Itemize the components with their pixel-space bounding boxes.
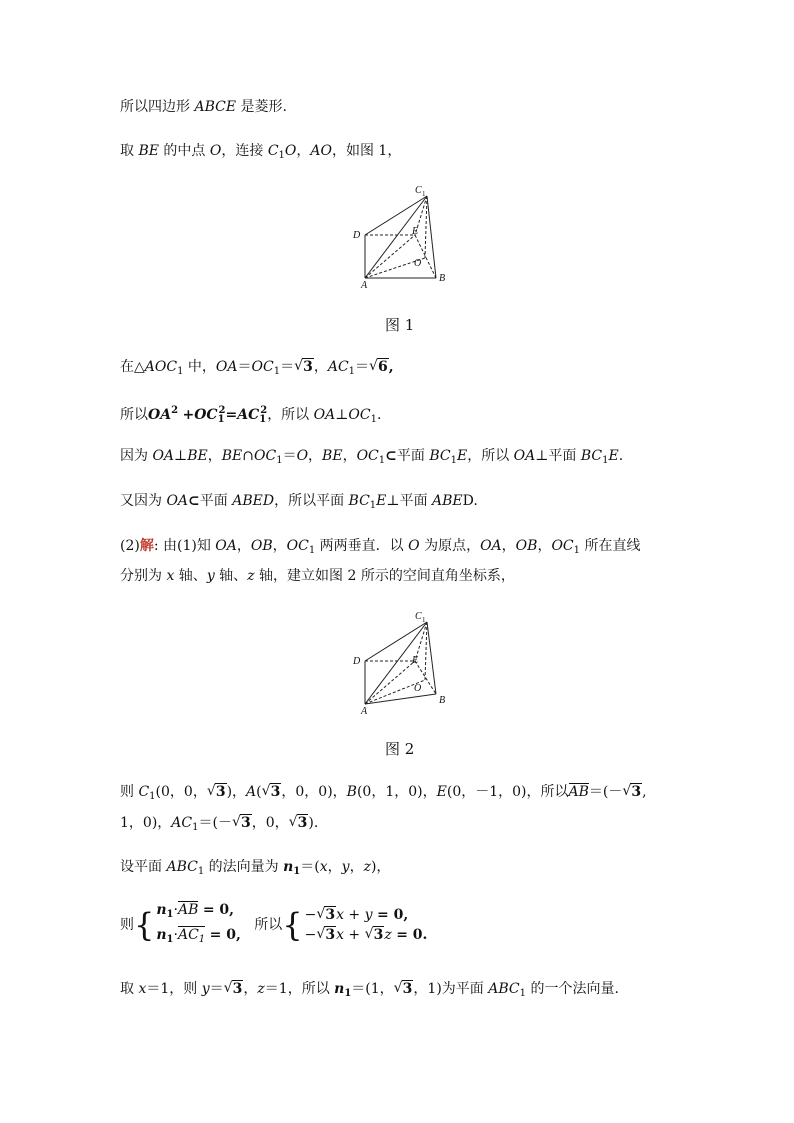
text-line-2: 取 BE 的中点 O，连接 $C_1O$，AO，如图 1， xyxy=(120,143,402,161)
svg-text:E: E xyxy=(412,655,419,666)
system-1: $n_1\cdot AB = 0$, $n_1\cdot AC_1 = 0$, xyxy=(156,900,241,950)
svg-text:B: B xyxy=(439,695,446,706)
label-o: O xyxy=(414,258,422,269)
label-a: A xyxy=(361,280,368,291)
equation-system-line: 则{ $n_1\cdot AB = 0$, $n_1\cdot AC_1 = 0$, 所以{ −√ 3x + y = 0, −√ 3x + √ 3z = 0. xyxy=(120,900,427,950)
text-line-7: (2)解: 由(1)知 OA，OB，$OC_1$ 两两垂直．以 O 为原点，OA，OB，$OC_1$ 所在直线 xyxy=(120,538,641,556)
text-line-13: 取 x＝1，则 y＝√ 3，z＝1，所以 $n_1=(1$，√ 3，1)为平面 $ABC_1$ 的一个法向量. xyxy=(120,979,619,1004)
text-line-6: 又因为 OA⊂平面 ABED，所以平面 $BC_1E\perp$平面 ABED. xyxy=(120,493,478,511)
figure-1-caption: 图 1 xyxy=(385,316,415,334)
label-b: B xyxy=(439,273,446,284)
text-line-9: 则 $C_1(0$，0，√ 3)，A(√ 3，0，0)，B(0，1，0)，E(0，－1，0)，所以AB＝(－√ 3, xyxy=(120,782,647,807)
svg-text:C: C xyxy=(415,611,422,622)
svg-text:A: A xyxy=(361,706,368,717)
text-line-8: 分别为 x 轴、y 轴、z 轴，建立如图 2 所示的空间直角坐标系， xyxy=(120,568,515,584)
figure-2-diagram xyxy=(350,608,460,718)
figure-1-diagram xyxy=(350,182,460,292)
svg-text:1: 1 xyxy=(422,190,426,198)
label-d: D xyxy=(353,230,361,241)
text-line-1: 所以四边形 ABCE 是菱形. xyxy=(120,99,287,115)
text-line-5: 因为 OA⊥BE，$BE\cap OC_1=O$，BE，$OC_1\subset$平面 $BC_1E$，所以 OA⊥平面 $BC_1E$. xyxy=(120,448,624,466)
svg-text:D: D xyxy=(353,656,361,667)
text-line-11: 设平面 $ABC_1$ 的法向量为 $n_1=(x$，y，z)， xyxy=(120,859,391,877)
system-2: −√ 3x + y = 0, −√ 3x + √ 3z = 0. xyxy=(305,905,428,945)
text-line-4: 所以$OA^2 +OC_1^2=AC_1^2$，所以 $OA\perp OC_1$. xyxy=(120,405,382,425)
label-c1: C xyxy=(415,185,422,196)
svg-text:O: O xyxy=(414,683,422,694)
text-line-10: 1，0)，$AC_1=(-√$ 3，0，√ 3). xyxy=(120,813,318,838)
svg-text:1: 1 xyxy=(422,616,426,624)
text-line-3: 在$\triangle AOC_1$ 中，$OA=OC_1=√$ 3，$AC_1=√$ 6, xyxy=(120,357,394,382)
figure-2-caption: 图 2 xyxy=(385,740,415,758)
label-e: E xyxy=(412,226,419,237)
